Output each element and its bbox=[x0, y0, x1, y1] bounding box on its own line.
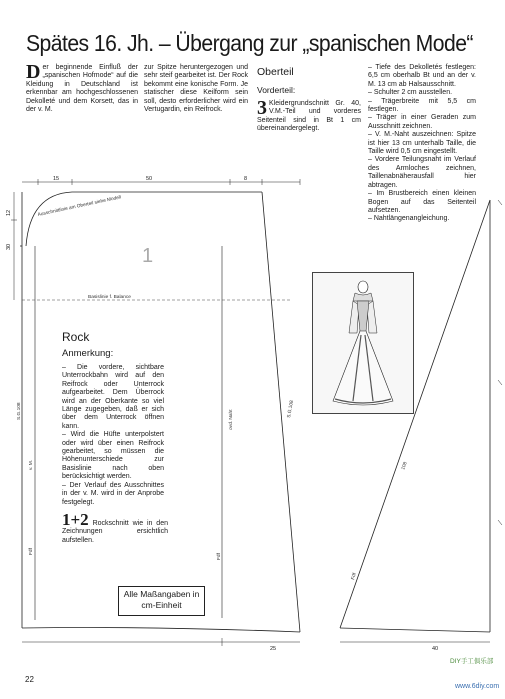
vorderteil-subheading: Vorderteil: bbox=[257, 85, 296, 95]
fdf-label-right: Fdf bbox=[351, 572, 358, 581]
ovnaht-label: ovd. Naht bbox=[229, 409, 234, 430]
sg-left-label: S.G.108 bbox=[17, 402, 22, 420]
dress-illustration bbox=[312, 272, 414, 414]
piece-number: 1 bbox=[142, 245, 154, 267]
page-number: 22 bbox=[25, 675, 34, 684]
rock-subheading: Anmerkung: bbox=[62, 348, 114, 359]
watermark-logo: DIY手工俱乐部 bbox=[450, 658, 494, 665]
step-number-1-2: 1+2 bbox=[62, 510, 89, 529]
sg-mid-label: S.G.108 bbox=[287, 400, 296, 419]
rock-instruction-text: Rockschnitt wie in den Zeichnungen ersichtlich aufstellen. bbox=[62, 520, 168, 544]
step-item: – V. M.-Naht auszeichnen: Spitze ist hier 13 cm unterhalb Taille, die Taille wird 0,5 cm eingestellt. bbox=[368, 131, 476, 156]
step-number-3: 3 bbox=[257, 97, 267, 119]
step-item: – Tiefe des Dekolletés festlegen: 6,5 cm oberhalb Bt und an der v. M. 13 cm ab Halsausschnitt. bbox=[368, 64, 476, 88]
fdf-label-mid: Fdf bbox=[217, 553, 222, 560]
oberteil-heading: Oberteil bbox=[257, 66, 294, 78]
dress-icon bbox=[313, 273, 413, 413]
basislinie-label: Basislinie f. Balance bbox=[88, 295, 131, 300]
dim-top-3: 8 bbox=[244, 176, 248, 182]
step-item: – Trägerbreite mit 5,5 cm festlegen. bbox=[368, 97, 476, 114]
page-title: Spätes 16. Jh. – Übergang zur „spanischen Mode“ bbox=[26, 30, 473, 56]
step-item: – Im Brustbereich einen kleinen Bogen auf das Seitenteil aufsetzen. bbox=[368, 190, 476, 214]
rock-instruction bbox=[62, 510, 168, 545]
ausschnitt-label: Ausschnittlinie am Oberteil siehe Modell bbox=[37, 195, 122, 218]
oberteil-instructions: Kleidergrundschnitt Gr. 40, V.M.-Teil und vorderes Seitenteil sind in Bt 1 cm übereinandergelegt. bbox=[257, 100, 361, 133]
rock-notes bbox=[62, 364, 164, 507]
intro-text-2: zur Spitze heruntergezogen und sehr steif gearbeitet ist. Der Rock bekommt eine konische Form. Je statischer diese Keilform sein soll, desto erforderlicher wird ein Vertugardin, ein Reifrock. bbox=[144, 64, 248, 114]
rock-note: – Wird die Hüfte unterpolstert oder wird über einen Reifrock gearbeitet, so müssen die Höhenunterschiede zur Basislinie nach oben berücksichtigt werden. bbox=[62, 431, 164, 481]
dim-bottom-2: 40 bbox=[432, 646, 439, 652]
intro-text-1: er beginnende Einfluß der „spanischen Hofmode“ auf die Kleidung in Deutschland ist erkennbar am hochgeschlossenen Dekolleté und dem Korsett, das in der v. M. bbox=[26, 64, 138, 114]
units-note-box: Alle Maßangaben in cm-Einheit bbox=[118, 586, 205, 616]
watermark-site: www.6diy.com bbox=[455, 683, 500, 690]
dim-top-1: 15 bbox=[53, 176, 60, 182]
dim-bottom-1: 25 bbox=[270, 646, 277, 652]
step-item: – Nahtlängenangleichung. bbox=[368, 215, 450, 223]
step-item: – Träger in einer Geraden zum Ausschnitt zeichnen. bbox=[368, 114, 476, 130]
fdf-label-left: Fdf bbox=[29, 548, 34, 555]
step-item: – Vordere Teilungsnaht im Verlauf des Armloches zeichnen, Taillenabnäherausfall hier abtragen. bbox=[368, 156, 476, 189]
dim-left-1: 12 bbox=[6, 209, 12, 216]
rock-note: – Der Verlauf des Ausschnittes in der v. M. wird in der Anprobe festgelegt. bbox=[62, 481, 164, 506]
sg-right-label: 108 bbox=[401, 461, 409, 471]
dropcap: D bbox=[26, 61, 41, 83]
rock-note: – Die vordere, sichtbare Unterrockbahn wird auf den Reifrock oder Unterrock aufgearbeitet. Dem Überrock wird an der Oberkante so viel Länge zugegeben, daß er sich über dem Unterrock öffnen kann. bbox=[62, 364, 164, 430]
rock-heading: Rock bbox=[62, 330, 90, 344]
dim-top-2: 50 bbox=[146, 176, 153, 182]
vm-label: v. M. bbox=[29, 459, 34, 470]
dim-left-2: 30 bbox=[6, 243, 12, 250]
step-item: – Schulter 2 cm ausstellen. bbox=[368, 89, 453, 97]
